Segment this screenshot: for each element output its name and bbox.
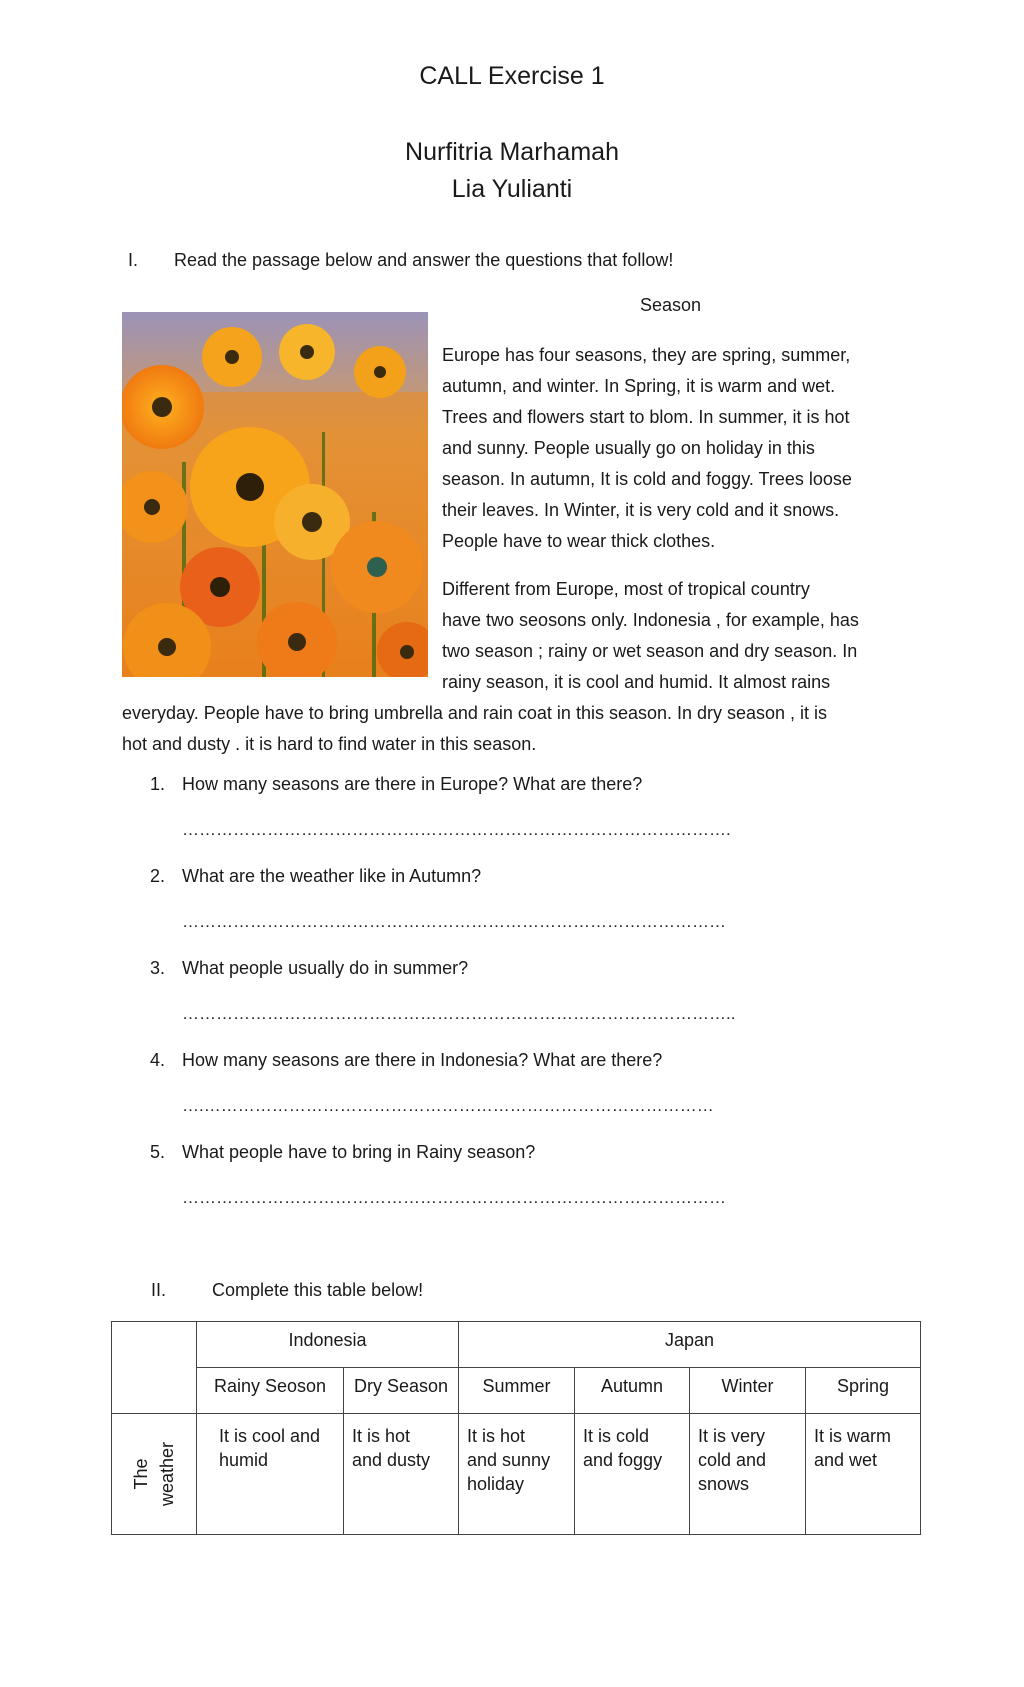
question-item (150, 774, 930, 866)
row-label-line: weather (157, 1441, 177, 1507)
cell-line: and foggy (583, 1450, 663, 1470)
cell-line: It is very (698, 1426, 766, 1446)
author-name-1: Nurfitria Marhamah (405, 138, 619, 166)
column-header-rainy: Rainy Seoson (197, 1368, 344, 1414)
section-1-numeral: I. (128, 250, 139, 270)
paragraph-line: have two seosons only. Indonesia , for example, has (442, 610, 859, 630)
question-text: What are the weather like in Autumn? (182, 866, 482, 886)
cell-line: and dusty (352, 1450, 431, 1470)
answer-line[interactable]: …………………………………………………………………………………….. (182, 1004, 736, 1023)
cell-line: and sunny (467, 1450, 551, 1470)
page-title: CALL Exercise 1 (419, 62, 605, 90)
answer-line[interactable]: …………………………………………………………………………………… (182, 912, 726, 931)
paragraph-line: Different from Europe, most of tropical country (442, 579, 810, 599)
paragraph-line: their leaves. In Winter, it is very cold and it snows. (442, 500, 840, 520)
question-list (150, 774, 930, 1234)
cell-line: and wet (814, 1450, 878, 1470)
question-number: 3. (150, 958, 166, 978)
paragraph-line: two season ; rainy or wet season and dry season. In (442, 641, 858, 661)
question-item (150, 1050, 930, 1142)
weather-table (111, 1321, 921, 1535)
cell-rainy-season[interactable] (197, 1414, 344, 1535)
question-number: 5. (150, 1142, 166, 1162)
paragraph-line: rainy season, it is cool and humid. It almost rains (442, 672, 831, 692)
cell-line: holiday (467, 1474, 525, 1494)
paragraph-line: People have to wear thick clothes. (442, 531, 716, 551)
flower-photo (122, 312, 428, 677)
question-number: 4. (150, 1050, 166, 1070)
passage-title: Season (640, 295, 702, 315)
column-header-spring: Spring (806, 1368, 921, 1414)
column-header-dry: Dry Season (344, 1368, 459, 1414)
paragraph-line: autumn, and winter. In Spring, it is warm and wet. (442, 376, 836, 396)
cell-summer[interactable] (459, 1414, 575, 1535)
column-header-summer: Summer (459, 1368, 575, 1414)
section-2-instruction: Complete this table below! (212, 1280, 424, 1300)
table-row (112, 1414, 921, 1535)
question-number: 2. (150, 866, 166, 886)
column-header-winter: Winter (690, 1368, 806, 1414)
column-header-autumn: Autumn (575, 1368, 690, 1414)
group-header-japan: Japan (459, 1322, 921, 1368)
question-text: What people have to bring in Rainy season? (182, 1142, 536, 1162)
cell-winter[interactable] (690, 1414, 806, 1535)
cell-autumn[interactable] (575, 1414, 690, 1535)
cell-line: It is hot (467, 1426, 526, 1446)
question-item (150, 866, 930, 958)
row-label-line: The (131, 1458, 151, 1490)
answer-line[interactable]: ……………………………………………………………………………………. (182, 820, 731, 839)
answer-line[interactable]: ….……………………………………………………………………………… (182, 1096, 714, 1115)
cell-line: It is hot (352, 1426, 411, 1446)
cell-line: cold and (698, 1450, 767, 1470)
group-header-indonesia: Indonesia (197, 1322, 459, 1368)
question-text: How many seasons are there in Europe? What are there? (182, 774, 643, 794)
section-2-numeral: II. (151, 1280, 167, 1300)
paragraph-line: and sunny. People usually go on holiday in this (442, 438, 815, 458)
author-name-2: Lia Yulianti (451, 175, 573, 203)
row-label-weather (112, 1414, 197, 1535)
answer-line[interactable]: …………………………………………………………………………………… (182, 1188, 726, 1207)
paragraph-line: everyday. People have to bring umbrella and rain coat in this season. In dry season , it is (122, 703, 828, 723)
cell-line: It is warm (814, 1426, 892, 1446)
paragraph-line: Europe has four seasons, they are spring, summer, (442, 345, 851, 365)
cell-line: humid (219, 1450, 269, 1470)
paragraph-line: hot and dusty . it is hard to find water in this season. (122, 734, 537, 754)
paragraph-line: season. In autumn, It is cold and foggy. Trees loose (442, 469, 852, 489)
cell-spring[interactable] (806, 1414, 921, 1535)
section-1-instruction: Read the passage below and answer the questions that follow! (174, 250, 674, 270)
cell-line: It is cold (583, 1426, 650, 1446)
table-corner-cell (112, 1322, 197, 1414)
question-text: What people usually do in summer? (182, 958, 469, 978)
question-item (150, 958, 930, 1050)
cell-line: It is cool and (219, 1426, 321, 1446)
question-item (150, 1142, 930, 1234)
question-text: How many seasons are there in Indonesia? What are there? (182, 1050, 663, 1070)
cell-dry-season[interactable] (344, 1414, 459, 1535)
paragraph-line: Trees and flowers start to blom. In summer, it is hot (442, 407, 850, 427)
question-number: 1. (150, 774, 166, 794)
cell-line: snows (698, 1474, 750, 1494)
